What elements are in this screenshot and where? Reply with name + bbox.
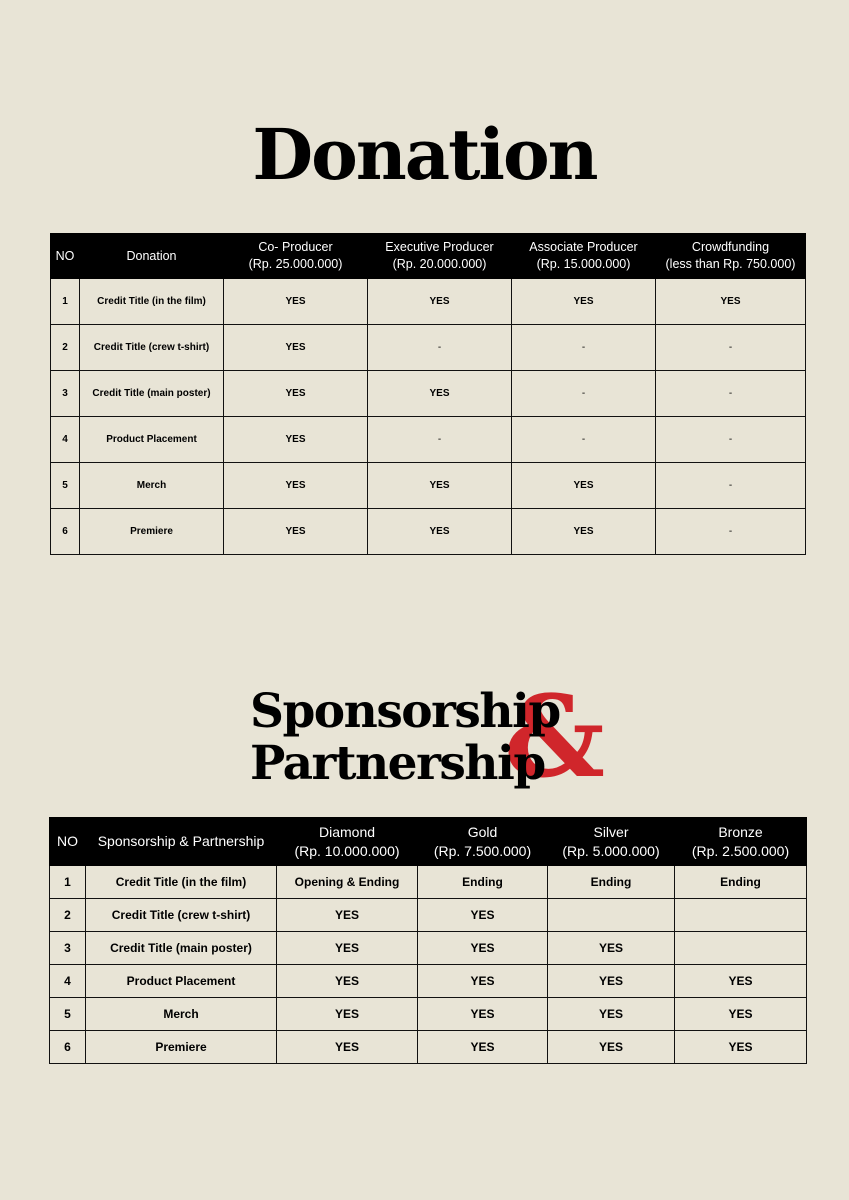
donation-table-row (51, 463, 806, 509)
sponsorship-table-row (50, 965, 807, 998)
sponsorship-table-cell: YES (418, 1031, 548, 1064)
sponsorship-table-cell: YES (548, 932, 675, 965)
sponsorship-table-cell: YES (418, 965, 548, 998)
sponsorship-header-no: NO (50, 818, 86, 866)
sponsorship-table-cell (675, 932, 807, 965)
donation-table-cell: YES (224, 509, 368, 555)
donation-title: Donation (252, 113, 597, 196)
donation-table-row (51, 417, 806, 463)
sponsorship-title-line2: Partnership (250, 736, 545, 791)
sponsorship-table-cell: YES (548, 965, 675, 998)
sponsorship-table-cell: YES (675, 998, 807, 1031)
donation-table-cell: 2 (51, 325, 80, 371)
sponsorship-table-cell: YES (675, 965, 807, 998)
sponsorship-table-cell: Product Placement (86, 965, 277, 998)
sponsorship-table-cell: 4 (50, 965, 86, 998)
sponsorship-table-cell: YES (675, 1031, 807, 1064)
sponsorship-table-cell: YES (548, 998, 675, 1031)
donation-table-cell: YES (368, 371, 512, 417)
donation-table-cell: Product Placement (80, 417, 224, 463)
donation-table-cell: YES (224, 279, 368, 325)
sponsorship-title (250, 686, 560, 790)
donation-table (50, 233, 806, 555)
donation-table-cell: YES (224, 325, 368, 371)
sponsorship-table-cell: Premiere (86, 1031, 277, 1064)
donation-table-cell: - (656, 509, 806, 555)
sponsorship-table-row (50, 998, 807, 1031)
donation-table-cell: YES (512, 463, 656, 509)
sponsorship-header-diamond: Diamond (Rp. 10.000.000) (277, 818, 418, 866)
sponsorship-table-cell: YES (548, 1031, 675, 1064)
donation-table-cell: 1 (51, 279, 80, 325)
sponsorship-header-gold: Gold (Rp. 7.500.000) (418, 818, 548, 866)
donation-table-cell: YES (368, 279, 512, 325)
donation-table-cell: - (656, 371, 806, 417)
sponsorship-table-cell: 5 (50, 998, 86, 1031)
sponsorship-table-cell: YES (277, 1031, 418, 1064)
sponsorship-table-cell: Merch (86, 998, 277, 1031)
donation-table-cell: YES (224, 463, 368, 509)
donation-table-cell: 3 (51, 371, 80, 417)
sponsorship-table-cell: YES (418, 932, 548, 965)
donation-table-cell: YES (368, 509, 512, 555)
donation-table-cell: - (368, 417, 512, 463)
donation-header-donation: Donation (80, 234, 224, 279)
donation-table-cell: Premiere (80, 509, 224, 555)
sponsorship-table-cell: Credit Title (crew t-shirt) (86, 899, 277, 932)
sponsorship-table-cell (548, 899, 675, 932)
donation-table-cell: - (656, 417, 806, 463)
sponsorship-title-line1: Sponsorship (250, 684, 560, 739)
donation-table-cell: 5 (51, 463, 80, 509)
sponsorship-header-silver: Silver (Rp. 5.000.000) (548, 818, 675, 866)
donation-header-no: NO (51, 234, 80, 279)
sponsorship-table-row (50, 899, 807, 932)
sponsorship-table-cell: YES (277, 998, 418, 1031)
donation-table-cell: YES (224, 371, 368, 417)
donation-header-executive-producer: Executive Producer (Rp. 20.000.000) (368, 234, 512, 279)
sponsorship-table-cell: 2 (50, 899, 86, 932)
ampersand-graphic: & (504, 672, 606, 803)
donation-header-associate-producer: Associate Producer (Rp. 15.000.000) (512, 234, 656, 279)
sponsorship-table-cell: YES (418, 899, 548, 932)
donation-table-cell: Credit Title (in the film) (80, 279, 224, 325)
donation-table-cell: - (656, 325, 806, 371)
sponsorship-table-cell: Ending (548, 866, 675, 899)
sponsorship-header-bronze: Bronze (Rp. 2.500.000) (675, 818, 807, 866)
donation-table-cell: YES (224, 417, 368, 463)
sponsorship-table-cell (675, 899, 807, 932)
sponsorship-table-cell: 3 (50, 932, 86, 965)
donation-table-cell: Merch (80, 463, 224, 509)
donation-table-cell: - (512, 371, 656, 417)
donation-header-crowdfunding: Crowdfunding (less than Rp. 750.000) (656, 234, 806, 279)
donation-table-row (51, 371, 806, 417)
donation-table-cell: - (656, 463, 806, 509)
donation-table-cell: YES (656, 279, 806, 325)
donation-table-cell: YES (512, 279, 656, 325)
donation-table-cell: 6 (51, 509, 80, 555)
donation-table-cell: - (512, 417, 656, 463)
sponsorship-table-cell: YES (418, 998, 548, 1031)
donation-table-cell: YES (512, 509, 656, 555)
sponsorship-table-cell: 6 (50, 1031, 86, 1064)
sponsorship-header-category: Sponsorship & Partnership (86, 818, 277, 866)
donation-table-row (51, 509, 806, 555)
sponsorship-table-cell: Opening & Ending (277, 866, 418, 899)
sponsorship-table-row (50, 1031, 807, 1064)
sponsorship-table-cell: Ending (675, 866, 807, 899)
sponsorship-table-cell: Ending (418, 866, 548, 899)
donation-table-cell: Credit Title (main poster) (80, 371, 224, 417)
donation-table-cell: - (512, 325, 656, 371)
sponsorship-table (49, 817, 807, 1064)
donation-table-row (51, 325, 806, 371)
donation-table-cell: 4 (51, 417, 80, 463)
sponsorship-table-cell: Credit Title (main poster) (86, 932, 277, 965)
donation-header-co-producer: Co- Producer (Rp. 25.000.000) (224, 234, 368, 279)
sponsorship-table-cell: YES (277, 965, 418, 998)
donation-table-cell: Credit Title (crew t-shirt) (80, 325, 224, 371)
donation-header-row (51, 234, 806, 279)
donation-table-row (51, 279, 806, 325)
sponsorship-table-row (50, 866, 807, 899)
sponsorship-table-cell: 1 (50, 866, 86, 899)
sponsorship-table-cell: Credit Title (in the film) (86, 866, 277, 899)
sponsorship-table-cell: YES (277, 899, 418, 932)
donation-table-cell: YES (368, 463, 512, 509)
sponsorship-table-row (50, 932, 807, 965)
sponsorship-header-row (50, 818, 807, 866)
sponsorship-table-cell: YES (277, 932, 418, 965)
donation-table-cell: - (368, 325, 512, 371)
